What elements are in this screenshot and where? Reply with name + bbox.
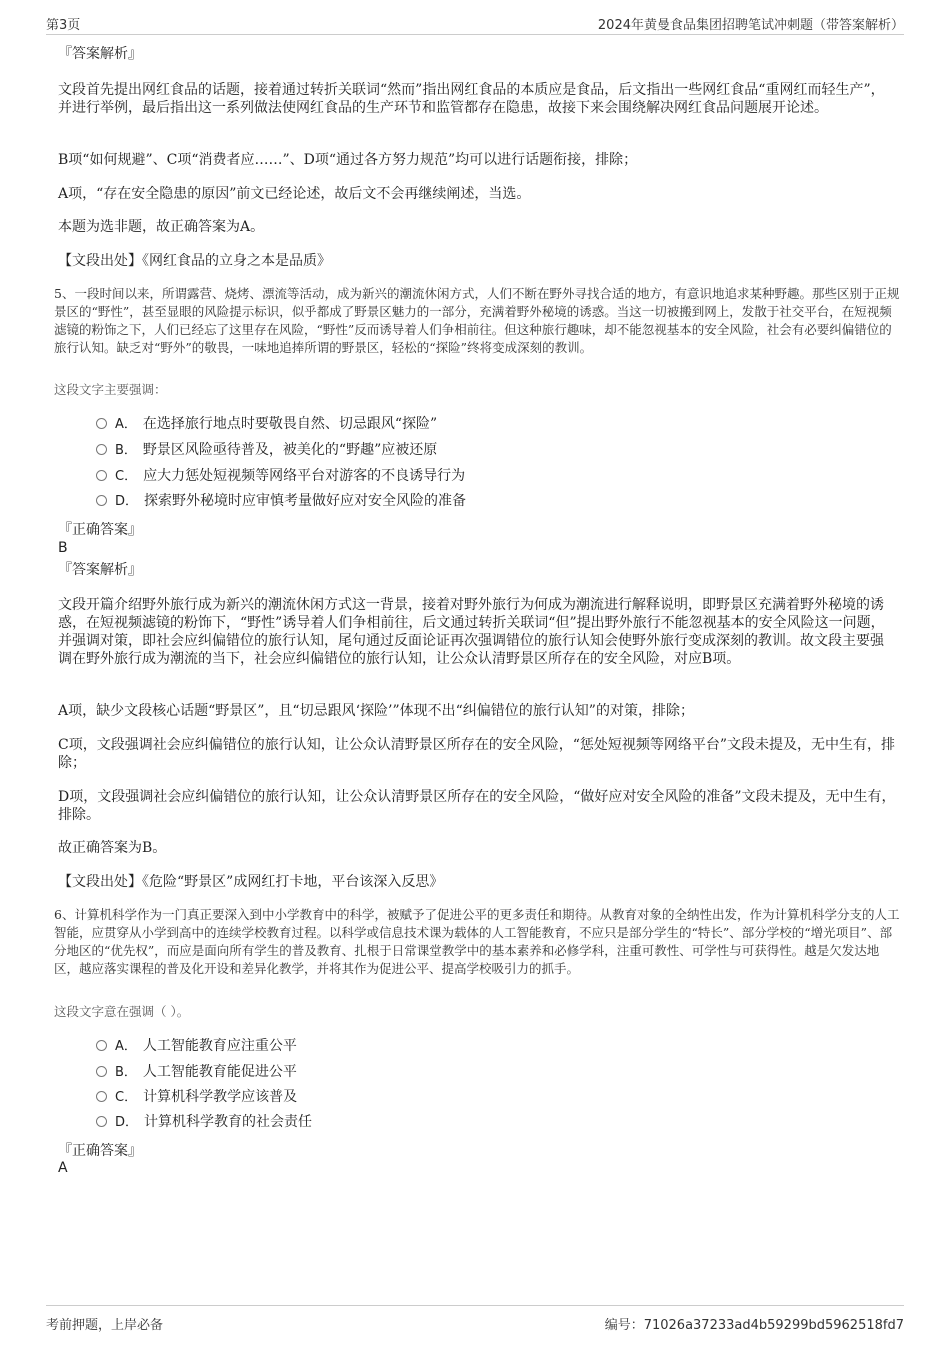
q6-option-a[interactable]	[96, 1035, 297, 1057]
q5-answer: B	[58, 540, 68, 556]
q6-option-c[interactable]	[96, 1086, 297, 1108]
q5-option-d[interactable]	[96, 490, 466, 512]
prev-note-a: A项，“存在安全隐患的原因”前文已经论述，故后文不会再继续阐述，当选。	[58, 186, 531, 202]
prev-analysis-text: 文段首先提出网红食品的话题，接着通过转折关联词“然而”指出网红食品的本质应是食品，后文指出一些网红食品“重网红而轻生产”，并进行举例，最后指出这一系列做法使网红食品的生产环节和监管都存在隐患，故接下来会围绕解决网红食品问题展开论述。	[58, 82, 885, 116]
option-text: 野景区风险亟待普及，被美化的“野趣”应被还原	[142, 442, 438, 458]
option-text: 应大力惩处短视频等网络平台对游客的不良诱导行为	[143, 468, 466, 484]
q5-prompt: 这段文字主要强调：	[54, 382, 167, 397]
document-id: 编号：71026a37233ad4b59299bd5962518fd7	[604, 1318, 904, 1333]
q6-prompt: 这段文字意在强调（ ）。	[54, 1004, 190, 1019]
option-letter: B．	[115, 443, 137, 458]
q5-analysis-text: 文段开篇介绍野外旅行成为新兴的潮流休闲方式这一背景，接着对野外旅行为何成为潮流进行解释说明，即野景区充满着野外秘境的诱惑，在短视频滤镜的粉饰下，“野性”诱导着人们争相前往，后文通过转折关联词“但”提出野外旅行不能忽视基本的安全风险这一问题，并强调对策，即社会应纠偏错位的旅行认知，尾句通过反面论证再次强调错位的旅行认知会使野外旅行变成深刻的教训。故文段主要强调在野外旅行成为潮流的当下，社会应纠偏错位的旅行认知，让公众认清野景区所存在的安全风险，对应B项。	[58, 597, 885, 667]
option-text: 计算机科学教学应该普及	[143, 1089, 298, 1105]
q6-answer-label: 『正确答案』	[58, 1143, 142, 1159]
radio-icon[interactable]	[96, 495, 107, 506]
option-letter: D．	[115, 1115, 139, 1130]
radio-icon[interactable]	[96, 1091, 107, 1102]
radio-icon[interactable]	[96, 1066, 107, 1077]
prev-note-bcd: B项“如何规避”、C项“消费者应……”、D项“通过各方努力规范”均可以进行话题衔接，排除；	[58, 152, 638, 168]
prev-analysis-label: 『答案解析』	[58, 46, 142, 62]
option-text: 人工智能教育能促进公平	[142, 1064, 297, 1080]
page-number: 第3页	[46, 18, 81, 33]
option-letter: B．	[115, 1065, 137, 1080]
footer-slogan: 考前押题，上岸必备	[46, 1318, 164, 1333]
q5-note-c: C项，文段强调社会应纠偏错位的旅行认知，让公众认清野景区所存在的安全风险，“惩处短视频等网络平台”文段未提及，无中生有，排除；	[58, 737, 896, 771]
q5-option-a[interactable]	[96, 413, 437, 435]
prev-source: 【文段出处】《网红食品的立身之本是品质》	[58, 253, 331, 269]
option-letter: A．	[115, 1039, 137, 1054]
document-title: 2024年黄曼食品集团招聘笔试冲刺题（带答案解析）	[597, 18, 904, 33]
option-letter: C．	[115, 469, 138, 484]
page-header	[46, 10, 904, 35]
prev-conclusion: 本题为选非题，故正确答案为A。	[58, 219, 265, 235]
q5-analysis-label: 『答案解析』	[58, 562, 142, 578]
q5-conclusion: 故正确答案为B。	[58, 840, 167, 856]
radio-icon[interactable]	[96, 444, 107, 455]
q5-option-b[interactable]	[96, 439, 437, 461]
option-letter: D．	[115, 494, 139, 509]
radio-icon[interactable]	[96, 1116, 107, 1127]
radio-icon[interactable]	[96, 1040, 107, 1051]
q6-stem: 6、计算机科学作为一门真正要深入到中小学教育中的科学，被赋予了促进公平的更多责任和期待。从教育对象的全纳性出发，作为计算机科学分支的人工智能，应贯穿从小学到高中的连续学校教育过程。以科学或信息技术课为载体的人工智能教育，不应只是部分学生的“特长”、部分学校的“增光项目”、部分地区的“优先权”，而应是面向所有学生的普及教育、扎根于日常课堂教学中的基本素养和必修学科，注重可教性、可学性与可获得性。越是欠发达地区，越应落实课程的普及化开设和差异化教学，并将其作为促进公平、提高学校吸引力的抓手。	[54, 907, 900, 976]
q5-source: 【文段出处】《危险“野景区”成网红打卡地，平台该深入反思》	[58, 874, 444, 890]
q6-answer: A	[58, 1160, 68, 1176]
radio-icon[interactable]	[96, 418, 107, 429]
option-letter: C．	[115, 1090, 138, 1105]
option-text: 在选择旅行地点时要敬畏自然、切忌跟风“探险”	[142, 416, 438, 432]
page-footer	[46, 1305, 904, 1336]
q6-option-d[interactable]	[96, 1111, 312, 1133]
q5-note-a: A项，缺少文段核心话题“野景区”，且“切忌跟风‘探险’”体现不出“纠偏错位的旅行认知”的对策，排除；	[58, 703, 694, 719]
q6-option-b[interactable]	[96, 1061, 297, 1083]
q5-option-c[interactable]	[96, 465, 465, 487]
option-text: 探索野外秘境时应审慎考量做好应对安全风险的准备	[144, 493, 467, 509]
q5-note-d: D项，文段强调社会应纠偏错位的旅行认知，让公众认清野景区所存在的安全风险，“做好应对安全风险的准备”文段未提及，无中生有，排除。	[58, 789, 896, 823]
option-letter: A．	[115, 417, 137, 432]
q5-stem: 5、一段时间以来，所谓露营、烧烤、漂流等活动，成为新兴的潮流休闲方式，人们不断在野外寻找合适的地方，有意识地追求某种野趣。那些区别于正规景区的“野性”，甚至显眼的风险提示标识，似乎都成了野景区魅力的一部分，充满着野外秘境的诱惑。当这一切被搬到网上，发散于社交平台，在短视频滤镜的粉饰之下，人们已经忘了这里存在风险，“野性”反而诱导着人们争相前往。但这种旅行趣味，却不能忽视基本的安全风险，社会有必要纠偏错位的旅行认知。缺乏对“野外”的敬畏，一味地追捧所谓的野景区，轻松的“探险”终将变成深刻的教训。	[54, 286, 900, 355]
radio-icon[interactable]	[96, 470, 107, 481]
option-text: 计算机科学教育的社会责任	[144, 1114, 313, 1130]
option-text: 人工智能教育应注重公平	[142, 1038, 297, 1054]
q5-answer-label: 『正确答案』	[58, 522, 142, 538]
